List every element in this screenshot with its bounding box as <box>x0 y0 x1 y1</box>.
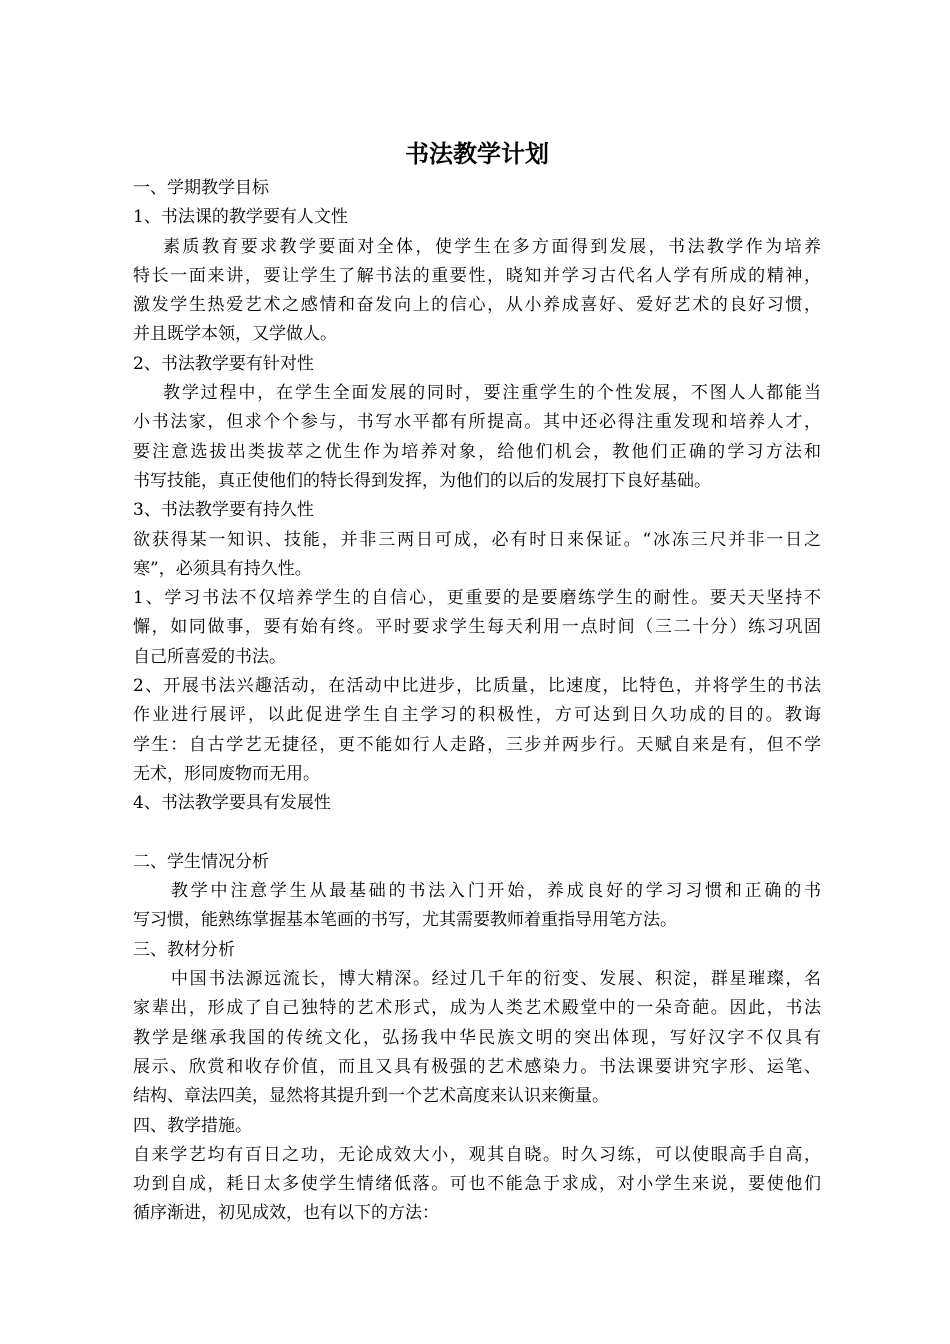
paragraph-line: 教学是继承我国的传统文化，弘扬我中华民族文明的突出体现，写好汉字不仅具有 <box>133 1027 821 1048</box>
paragraph-line: 无术，形同废物而无用。 <box>133 763 320 784</box>
paragraph-line: 作业进行展评，以此促进学生自主学习的积极性，方可达到日久功成的目的。教诲 <box>133 705 821 726</box>
paragraph-line: 小书法家，但求个个参与，书写水平都有所提高。其中还必得注重发现和培养人才， <box>133 412 821 433</box>
document-body <box>133 174 821 1229</box>
paragraph-line: 展示、欣赏和收存价值，而且又具有极强的艺术感染力。书法课要讲究字形、运笔、 <box>133 1056 821 1077</box>
paragraph-line: 4、书法教学要具有发展性 <box>133 793 331 814</box>
document-title: 书法教学计划 <box>405 139 549 168</box>
paragraph-line: 自己所喜爱的书法。 <box>133 646 286 667</box>
paragraph-line: 自来学艺均有百日之功，无论成效大小，观其自晓。时久习练，可以使眼高手自高， <box>133 1144 821 1165</box>
paragraph-line: 写习惯，能熟练掌握基本笔画的书写，尤其需要教师着重指导用笔方法。 <box>133 910 677 931</box>
paragraph-line: 1、学习书法不仅培养学生的自信心，更重要的是要磨练学生的耐性。要天天坚持不 <box>133 588 821 609</box>
paragraph-line: 家辈出，形成了自己独特的艺术形式，成为人类艺术殿堂中的一朵奇葩。因此，书法 <box>133 998 821 1019</box>
paragraph-line: 2、开展书法兴趣活动，在活动中比进步，比质量，比速度，比特色，并将学生的书法 <box>133 676 821 697</box>
paragraph-line: 一、学期教学目标 <box>133 178 269 198</box>
paragraph-line: 寒”，必须具有持久性。 <box>133 558 312 579</box>
paragraph-line: 中国书法源远流长，博大精深。经过几千年的衍变、发展、积淀，群星璀璨，名 <box>171 969 821 990</box>
paragraph-line: 并且既学本领，又学做人。 <box>133 324 337 345</box>
paragraph-line: 循序渐进，初见成效，也有以下的方法： <box>133 1203 439 1224</box>
paragraph-line: 激发学生热爱艺术之感情和奋发向上的信心，从小养成喜好、爱好艺术的良好习惯， <box>133 295 821 316</box>
paragraph-line: 学生：自古学艺无捷径，更不能如行人走路，三步并两步行。天赋自来是有，但不学 <box>133 734 821 755</box>
paragraph-line: 2、书法教学要有针对性 <box>133 353 314 374</box>
blank-line <box>133 819 821 848</box>
paragraph-line: 二、学生情况分析 <box>133 851 269 872</box>
paragraph-line: 要注意选拔出类拔萃之优生作为培养对象，给他们机会，教他们正确的学习方法和 <box>133 441 821 462</box>
paragraph-line: 素质教育要求教学要面对全体，使学生在多方面得到发展，书法教学作为培养 <box>163 236 821 257</box>
paragraph-line: 结构、章法四美，显然将其提升到一个艺术高度来认识来衡量。 <box>133 1086 609 1107</box>
paragraph-line: 教学中注意学生从最基础的书法入门开始，养成良好的学习习惯和正确的书 <box>171 881 821 902</box>
paragraph-line: 1、书法课的教学要有人文性 <box>133 207 348 228</box>
paragraph-line: 四、教学措施。 <box>133 1115 252 1136</box>
paragraph-line: 懈，如同做事，要有始有终。平时要求学生每天利用一点时间（三二十分）练习巩固 <box>133 617 821 638</box>
paragraph-line: 特长一面来讲，要让学生了解书法的重要性，晓知并学习古代名人学有所成的精神， <box>133 265 821 286</box>
paragraph-line: 功到自成，耗日太多使学生情绪低落。可也不能急于求成，对小学生来说，要使他们 <box>133 1174 821 1195</box>
paragraph-line: 书写技能，真正使他们的特长得到发挥，为他们的以后的发展打下良好基础。 <box>133 470 711 491</box>
paragraph-line: 欲获得某一知识、技能，并非三两日可成，必有时日来保证。“冰冻三尺并非一日之 <box>133 529 821 550</box>
paragraph-line: 3、书法教学要有持久性 <box>133 500 314 521</box>
document-page <box>133 134 821 1229</box>
paragraph-line: 教学过程中，在学生全面发展的同时，要注重学生的个性发展，不图人人都能当 <box>163 383 821 404</box>
paragraph-line: 三、教材分析 <box>133 939 235 960</box>
